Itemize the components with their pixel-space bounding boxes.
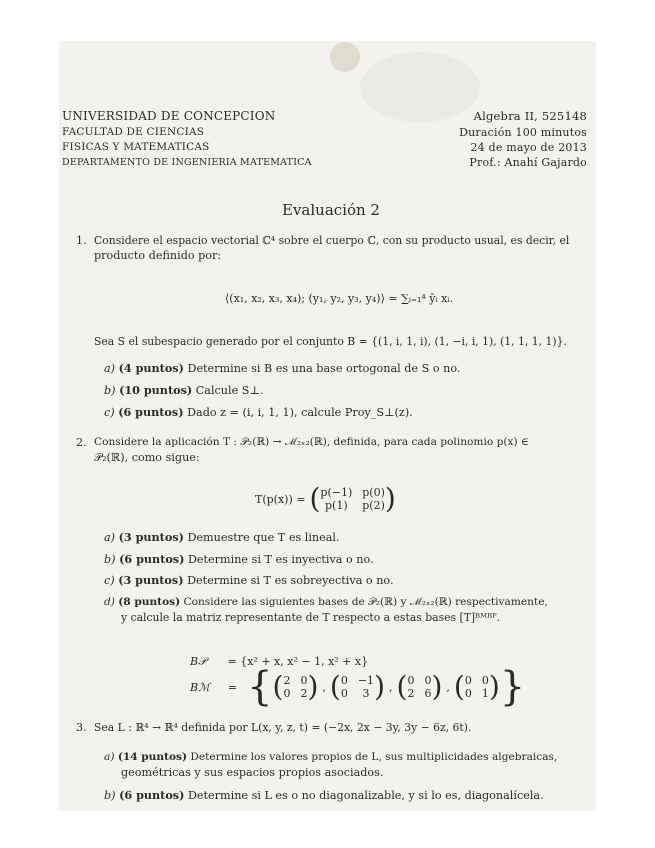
- left-brace: {: [247, 664, 273, 710]
- bm-matrix-1: ( 2 0 0 2 ): [272, 670, 319, 703]
- matrix-entry: p(0): [362, 486, 385, 499]
- q2-map-definition: [255, 482, 396, 515]
- q3-item-a-cont: geométricas y sus espacios propios asociados.: [121, 766, 384, 779]
- q3-item-b: b) (6 puntos) Determine si L es o no diagonalizable, y si lo es, diagonalícela.: [104, 788, 544, 802]
- q3-intro: Sea L : ℝ⁴ → ℝ⁴ definida por L(x, y, z, t) = (−2x, 2x − 3y, 3y − 6z, 6t).: [94, 721, 472, 734]
- q2-item-c: c) (3 puntos) Determine si T es sobreyectiva o no.: [104, 573, 394, 587]
- right-paren: ): [384, 482, 396, 515]
- q2-intro: Considere la aplicación T : 𝒫₂(ℝ) → ℳ₂ₓ₂(ℝ), definida, para cada polinomio p(x) ∈: [94, 436, 529, 448]
- paper-stain: [360, 52, 480, 122]
- exam-title: Evaluación 2: [282, 201, 380, 219]
- bm-matrix-4: ( 0 0 0 1 ): [453, 670, 500, 703]
- q1-intro-cont: producto definido por:: [94, 249, 222, 262]
- q1-item-a: a) (4 puntos) Determine si B es una base ortogonal de S o no.: [104, 361, 461, 375]
- bp-label: B𝒫: [190, 655, 207, 668]
- q1-item-c: c) (6 puntos) Dado z = (i, i, 1, 1), calcule Proy_S⊥(z).: [104, 405, 413, 419]
- matrix-entry: p(−1): [320, 486, 353, 499]
- q1-subspace-definition: Sea S el subespacio generado por el conjunto B = {(1, i, 1, i), (1, −i, i, 1), (1, 1, 1, 1)}.: [94, 335, 567, 348]
- bm-matrix-3: ( 0 0 2 6 ): [396, 670, 443, 703]
- left-paren: (: [309, 482, 321, 515]
- bm-matrix-2: ( 0 −1 0 3 ): [329, 670, 385, 703]
- q2-basis-m: Bℳ = { ( 2 0 0 2 ) , ( 0 −1 0 3 ) , ( 0 0 2 6 ) , ( 0 0 0 1 ) }: [190, 664, 526, 710]
- right-brace: }: [499, 664, 526, 710]
- q3-number: 3.: [76, 721, 87, 734]
- q2-item-b: b) (6 puntos) Determine si T es inyectiva o no.: [104, 552, 374, 566]
- paper-stain: [330, 42, 360, 72]
- q2-item-d: d) (8 puntos) Considere las siguientes bases de 𝒫₂(ℝ) y ℳ₂ₓ₂(ℝ) respectivamente,: [104, 596, 548, 608]
- q2-item-a: a) (3 puntos) Demuestre que T es lineal.: [104, 530, 340, 544]
- bm-label: Bℳ: [190, 680, 210, 694]
- q1-number: 1.: [76, 234, 87, 247]
- course-name: Algebra II, 525148: [473, 109, 587, 123]
- q2-matrix-entries: [320, 486, 384, 512]
- bm-equals: =: [227, 680, 238, 694]
- university-name: UNIVERSIDAD DE CONCEPCION: [62, 109, 276, 123]
- q1-item-b: b) (10 puntos) Calcule S⊥.: [104, 383, 264, 397]
- q2-map-lhs: T(p(x)) =: [255, 492, 306, 506]
- q1-inner-product-formula: ⟨(x₁, x₂, x₃, x₄); (y₁, y₂, y₃, y₄)⟩ = ∑ᵢ₌₁⁴ ȳᵢ xᵢ.: [225, 292, 454, 305]
- bp-value: = {x² + x, x² − 1, x² + x}: [227, 655, 369, 668]
- q2-number: 2.: [76, 436, 87, 449]
- department-name: DEPARTAMENTO DE INGENIERIA MATEMATICA: [62, 157, 312, 168]
- q2-item-d-cont: y calcule la matriz representante de T respecto a estas bases [T]ᴮᴹᴮᴾ.: [121, 611, 501, 624]
- faculty-name: FACULTAD DE CIENCIAS: [62, 126, 205, 138]
- exam-date: 24 de mayo de 2013: [470, 141, 587, 154]
- q2-intro-cont: 𝒫₂(ℝ), como sigue:: [94, 451, 200, 464]
- exam-duration: Duración 100 minutos: [459, 126, 587, 139]
- q2-matrix: [309, 482, 396, 515]
- matrix-entry: p(1): [325, 499, 348, 512]
- q3-item-a: a) (14 puntos) Determine los valores propios de L, sus multiplicidades algebraicas,: [104, 751, 558, 763]
- professor-name: Prof.: Anahí Gajardo: [469, 156, 587, 169]
- faculty-name-2: FISICAS Y MATEMATICAS: [62, 141, 210, 153]
- q1-intro: Considere el espacio vectorial ℂ⁴ sobre el cuerpo ℂ, con su producto usual, es decir, el: [94, 234, 570, 247]
- matrix-entry: p(2): [362, 499, 385, 512]
